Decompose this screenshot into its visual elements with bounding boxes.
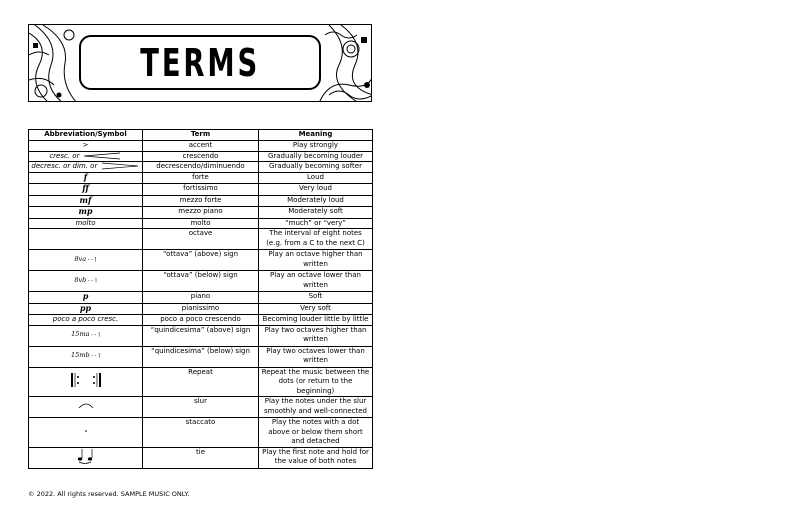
meaning-cell: Moderately soft [259, 207, 373, 219]
symbol-cell [29, 184, 143, 196]
symbol-text: p [82, 291, 89, 301]
table-row [29, 229, 373, 250]
title-banner [28, 24, 372, 102]
symbol-text: 8vb [74, 275, 87, 284]
symbol-text: molto [75, 218, 96, 227]
table-row [29, 207, 373, 219]
meaning-cell: Soft [259, 292, 373, 304]
symbol-cell [29, 271, 143, 292]
symbol-text: 8va [74, 254, 87, 263]
term-cell: octave [143, 229, 259, 250]
term-cell: “quindicesima” (below) sign [143, 346, 259, 367]
table-row [29, 367, 373, 397]
term-cell: pianissimo [143, 303, 259, 315]
term-cell: slur [143, 397, 259, 418]
symbol-cell [29, 141, 143, 152]
term-cell: mezzo piano [143, 207, 259, 219]
table-row [29, 250, 373, 271]
symbol-cell [29, 367, 143, 397]
term-cell: “quindicesima” (above) sign [143, 325, 259, 346]
symbol-text: 15mb [71, 351, 90, 360]
term-cell: mezzo forte [143, 195, 259, 207]
decrescendo-hairpin-icon [100, 162, 140, 170]
term-cell: crescendo [143, 151, 259, 162]
title-box [79, 35, 321, 90]
symbol-cell [29, 172, 143, 184]
table-row [29, 292, 373, 304]
symbol-text: > [82, 141, 89, 149]
symbol-cell [29, 397, 143, 418]
meaning-cell: Becoming louder little by little [259, 315, 373, 326]
table-row [29, 151, 373, 162]
symbol-text: mf [79, 194, 92, 205]
table-row [29, 346, 373, 367]
term-cell: tie [143, 447, 259, 468]
staccato-dot-icon [81, 427, 91, 435]
symbol-cell [29, 250, 143, 271]
symbol-cell [29, 418, 143, 448]
meaning-cell: “much” or “very” [259, 218, 373, 229]
symbol-cell [29, 292, 143, 304]
term-cell: poco a poco crescendo [143, 315, 259, 326]
meaning-cell: Repeat the music between the dots (or return to the beginning) [259, 367, 373, 397]
table-row [29, 325, 373, 346]
symbol-cell [29, 195, 143, 207]
ottava-bracket-icon: - - ⌉ [86, 277, 97, 284]
meaning-cell: Play strongly [259, 141, 373, 152]
table-row [29, 303, 373, 315]
ottava-bracket-icon: - - ⌉ [86, 256, 97, 263]
header-term: Term [143, 130, 259, 141]
term-cell: accent [143, 141, 259, 152]
symbol-cell [29, 218, 143, 229]
symbol-text: 15ma [71, 330, 90, 339]
meaning-cell: Very loud [259, 184, 373, 196]
ottava-bracket-icon: - - ⌉ [89, 332, 100, 339]
slur-icon [76, 400, 96, 410]
terms-table [28, 129, 373, 469]
term-cell: “ottava” (above) sign [143, 250, 259, 271]
copyright-footer: © 2022. All rights reserved. SAMPLE MUSIC ONLY. [28, 490, 190, 498]
terms-table-body [29, 141, 373, 469]
symbol-text: ff [82, 183, 89, 193]
symbol-text: f [83, 171, 88, 182]
header-meaning: Meaning [259, 130, 373, 141]
meaning-cell: Play the first note and hold for the value of both notes [259, 447, 373, 468]
symbol-text: mp [78, 206, 93, 216]
table-row [29, 418, 373, 448]
table-row [29, 315, 373, 326]
meaning-cell: Play an octave higher than written [259, 250, 373, 271]
symbol-text: pp [79, 302, 92, 313]
symbol-cell [29, 229, 143, 250]
header-symbol: Abbreviation/Symbol [29, 130, 143, 141]
table-row [29, 141, 373, 152]
table-row [29, 218, 373, 229]
meaning-cell: Loud [259, 172, 373, 184]
table-row [29, 172, 373, 184]
meaning-cell: Play an octave lower than written [259, 271, 373, 292]
symbol-cell [29, 325, 143, 346]
table-row [29, 397, 373, 418]
term-cell: Repeat [143, 367, 259, 397]
tie-icon [75, 448, 97, 464]
term-cell: decrescendo/diminuendo [143, 162, 259, 173]
table-row [29, 195, 373, 207]
table-row [29, 162, 373, 173]
table-row [29, 271, 373, 292]
symbol-cell [29, 346, 143, 367]
ottava-bracket-icon: - - ⌉ [89, 353, 100, 360]
term-cell: “ottava” (below) sign [143, 271, 259, 292]
symbol-text: cresc. or [49, 151, 80, 160]
symbol-text: decresc. or dim. or [31, 162, 98, 170]
meaning-cell: Play the notes under the slur smoothly and well-connected [259, 397, 373, 418]
term-cell: fortissimo [143, 184, 259, 196]
symbol-cell [29, 151, 143, 162]
meaning-cell: Play two octaves higher than written [259, 325, 373, 346]
symbol-text: poco a poco cresc. [52, 315, 119, 323]
symbol-cell [29, 303, 143, 315]
table-header-row [29, 130, 373, 141]
symbol-cell [29, 162, 143, 173]
term-cell: piano [143, 292, 259, 304]
meaning-cell: Gradually becoming louder [259, 151, 373, 162]
meaning-cell: The interval of eight notes (e.g. from a C to the next C) [259, 229, 373, 250]
meaning-cell: Gradually becoming softer [259, 162, 373, 173]
page-title: TERMS [140, 40, 260, 85]
symbol-cell [29, 315, 143, 326]
meaning-cell: Play two octaves lower than written [259, 346, 373, 367]
repeat-sign-icon [66, 371, 106, 389]
meaning-cell: Moderately loud [259, 195, 373, 207]
symbol-cell [29, 207, 143, 219]
meaning-cell: Play the notes with a dot above or below them short and detached [259, 418, 373, 448]
table-row [29, 447, 373, 468]
meaning-cell: Very soft [259, 303, 373, 315]
term-cell: forte [143, 172, 259, 184]
table-row [29, 184, 373, 196]
symbol-cell [29, 447, 143, 468]
term-cell: staccato [143, 418, 259, 448]
crescendo-hairpin-icon [82, 152, 122, 160]
term-cell: molto [143, 218, 259, 229]
